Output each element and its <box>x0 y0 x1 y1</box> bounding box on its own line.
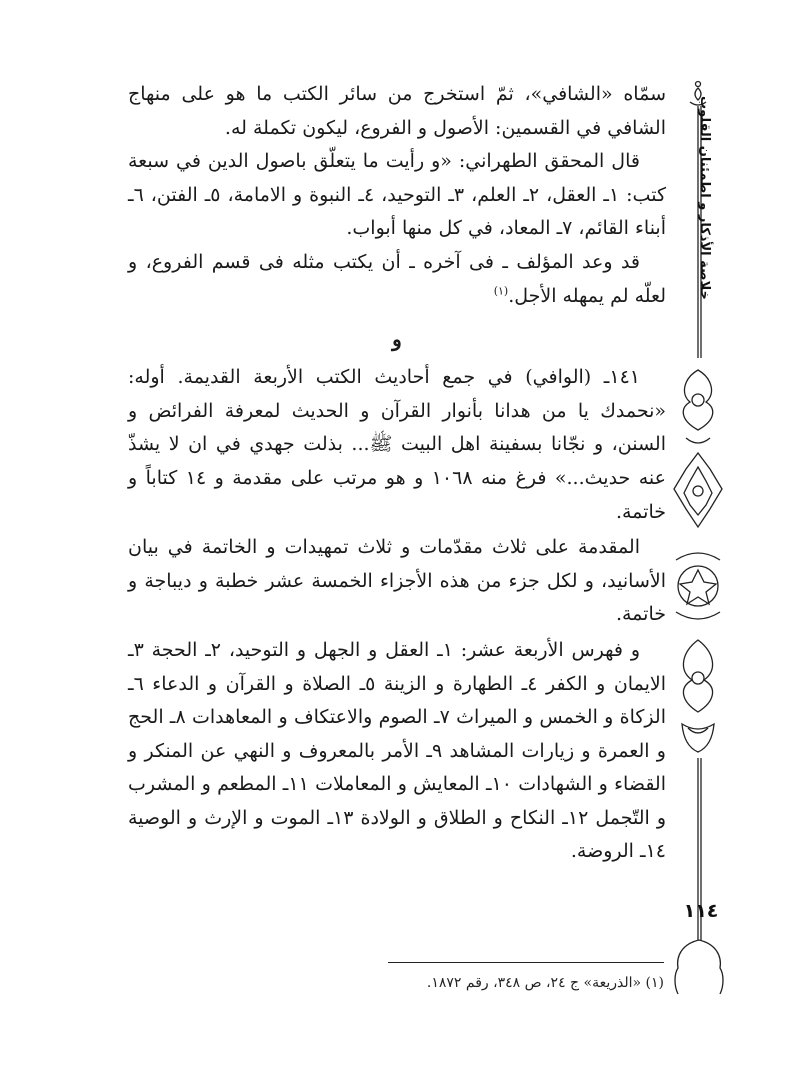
running-head: خلاصة الأذكار و اطمئنان القلوب <box>697 96 712 300</box>
section-separator: و <box>392 327 402 352</box>
paragraph: سمّاه «الشافي»، ثمّ استخرج من سائر الكتب ما هو على منهاج الشافي في القسمين: الأصول و الفروع، ليكون تكملة له. <box>128 83 666 139</box>
paragraph-text: قد وعد المؤلف ـ فى آخره ـ أن يكتب مثله فى قسم الفروع، و لعلّه لم يمهله الأجل. <box>128 250 666 307</box>
paragraph <box>128 246 666 313</box>
main-text <box>128 78 666 869</box>
page-number: ١١٤ <box>683 900 719 922</box>
footnote-divider <box>388 962 664 963</box>
entry-paragraph: و فهرس الأربعة عشر: ١ـ العقل و الجهل و التوحيد، ٢ـ الحجة ٣ـ الايمان و الكفر ٤ـ الطهارة و الزينة ٥ـ الصلاة و القرآن و الدعاء ٦ـ الزكاة و الخمس و الميراث ٧ـ الصوم والاعتكاف و المعاهدات ٨ـ الحج و العمرة و زيارات المشاهد ٩ـ الأمر بالمعروف و النهي عن المنكر و القضاء و الشهادات ١٠ـ المعايش و المعاملات ١١ـ المطعم و المشرب و التّجمل ١٢ـ النكاح و الطلاق و الولادة ١٣ـ الموت و الإرث و الوصية ١٤ـ الروضة. <box>128 638 667 863</box>
entry-paragraph: ١٤١ـ (الوافي) في جمع أحاديث الكتب الأربعة القديمة. أوله: «نحمدك يا من هدانا بأنوار القرآن و الحديث لمعرفة الفرائض و السنن، و نجّانا بسفينة اهل البيت ﷺ... بذلت جهدي في ان لا يشذّ عنه حديث...» فرغ منه ١٠٦٨ و هو مرتب على مقدمة و ١٤ كتاباً و خاتمة. <box>128 366 666 523</box>
footnote: (١) «الذريعة» ج ٢٤، ص ٣٤٨، رقم ١٨٧٢. <box>426 975 664 991</box>
footnote-reference: (١) <box>493 284 509 298</box>
paragraph: قال المحقق الطهراني: «و رأيت ما يتعلّق باصول الدين في سبعة كتب: ١ـ العقل، ٢ـ العلم، ٣ـ التوحيد، ٤ـ النبوة و الامامة، ٥ـ الفتن، ٦ـ أبناء القائم، ٧ـ المعاد، في كل منها أبواب. <box>128 150 666 240</box>
entry-paragraph: المقدمة على ثلاث مقدّمات و ثلاث تمهيدات و الخاتمة في بيان الأسانيد، و لكل جزء من هذه الأجزاء الخمسة عشر خطبة و ديباجة و خاتمة. <box>128 536 666 626</box>
